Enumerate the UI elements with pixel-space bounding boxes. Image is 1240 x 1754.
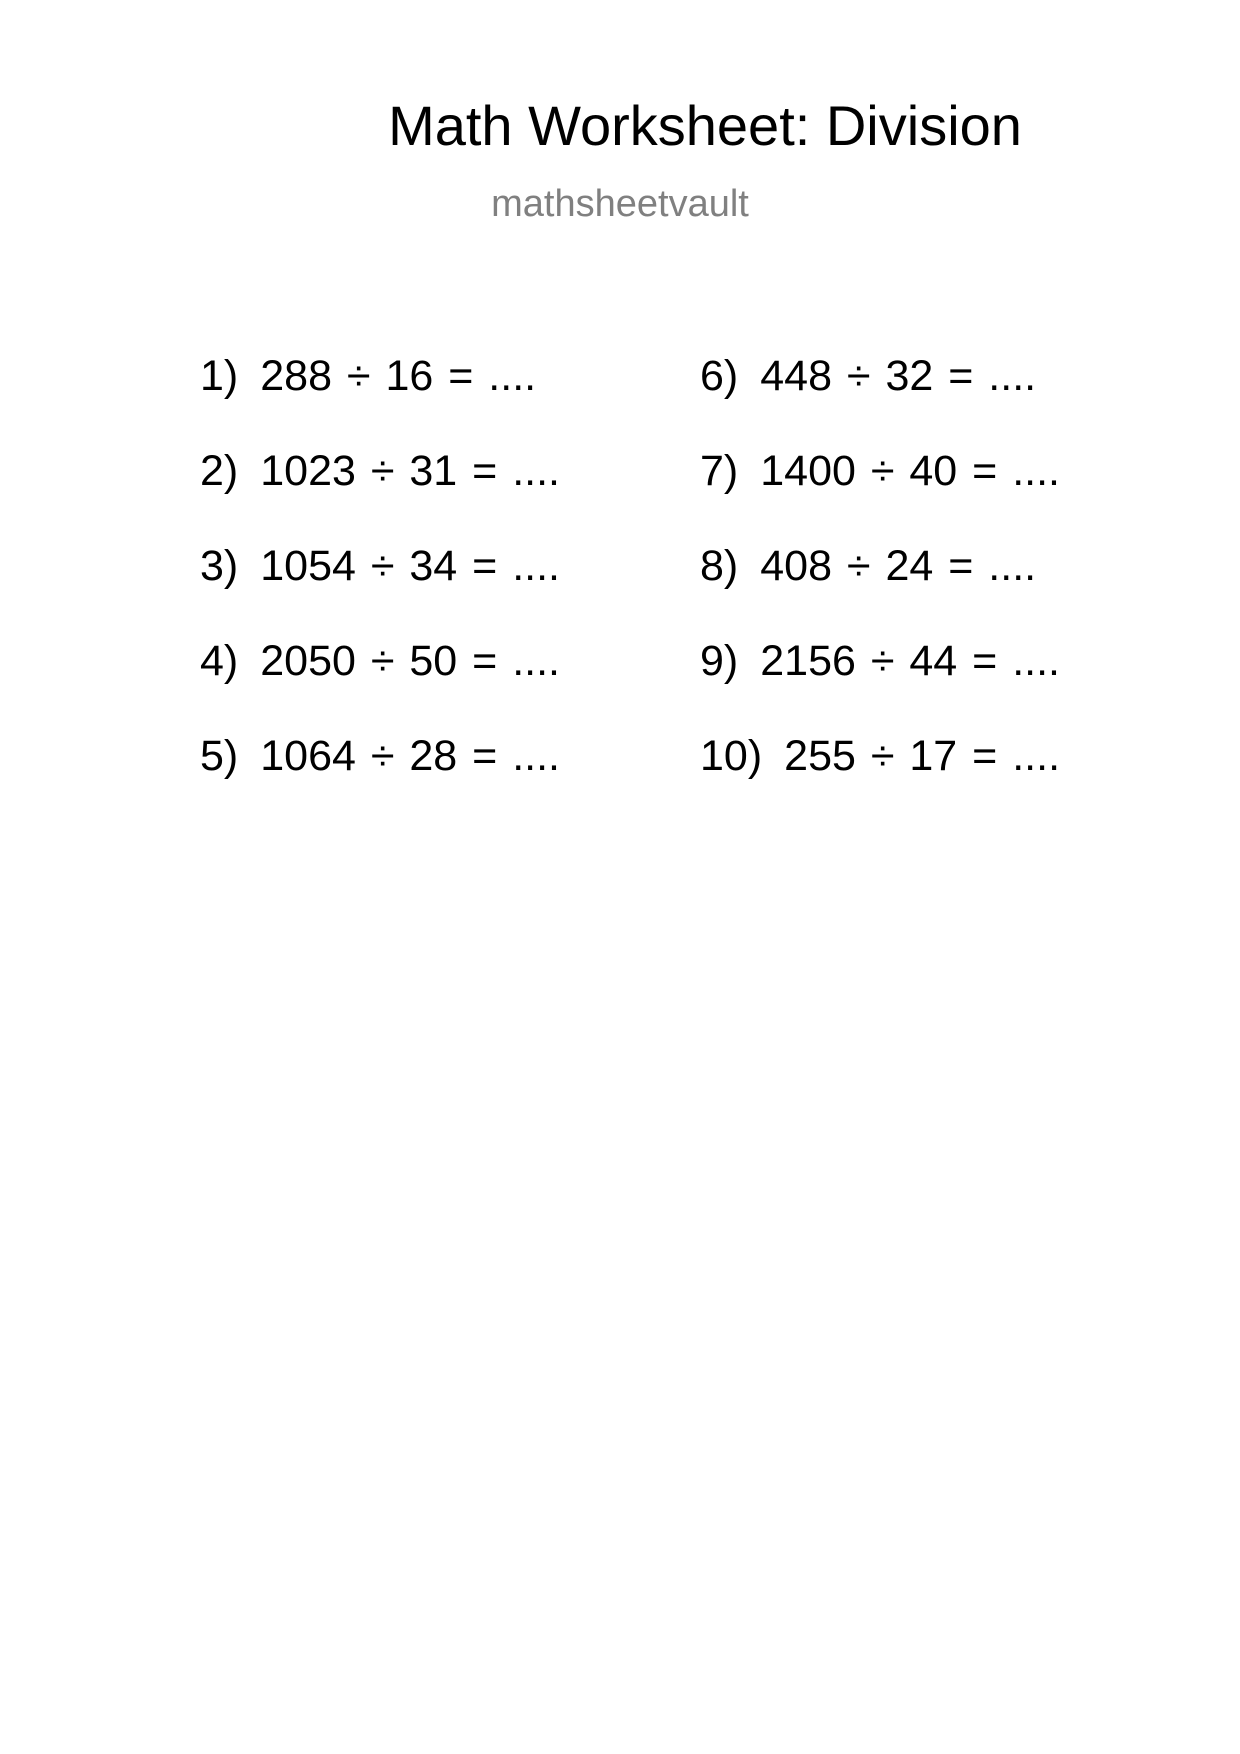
problem-expression: 288 ÷ 16 = .... — [260, 352, 537, 400]
problem-item — [200, 352, 537, 400]
problem-item — [200, 542, 561, 590]
page-subtitle: mathsheetvault — [491, 183, 749, 225]
problem-expression: 2156 ÷ 44 = .... — [760, 637, 1061, 685]
problem-number: 6) — [700, 352, 739, 400]
problem-item — [700, 352, 1037, 400]
problem-number: 1) — [200, 352, 239, 400]
problem-item — [700, 732, 1061, 780]
problem-expression: 408 ÷ 24 = .... — [760, 542, 1037, 590]
problem-number: 8) — [700, 542, 739, 590]
problem-expression: 2050 ÷ 50 = .... — [260, 637, 561, 685]
problem-expression: 1054 ÷ 34 = .... — [260, 542, 561, 590]
problem-number: 7) — [700, 447, 739, 495]
problem-expression: 255 ÷ 17 = .... — [784, 732, 1061, 780]
problem-number: 2) — [200, 447, 239, 495]
problem-number: 9) — [700, 637, 739, 685]
problem-number: 3) — [200, 542, 239, 590]
problem-item — [200, 637, 561, 685]
problem-item — [700, 542, 1037, 590]
problem-expression: 1400 ÷ 40 = .... — [760, 447, 1061, 495]
problem-expression: 1023 ÷ 31 = .... — [260, 447, 561, 495]
problem-number: 5) — [200, 732, 239, 780]
problem-expression: 448 ÷ 32 = .... — [760, 352, 1037, 400]
page-title: Math Worksheet: Division — [388, 94, 1022, 157]
problem-expression: 1064 ÷ 28 = .... — [260, 732, 561, 780]
problem-number: 10) — [700, 732, 763, 780]
problem-item — [200, 732, 561, 780]
problem-number: 4) — [200, 637, 239, 685]
problem-item — [700, 447, 1061, 495]
problem-item — [700, 637, 1061, 685]
problem-item — [200, 447, 561, 495]
